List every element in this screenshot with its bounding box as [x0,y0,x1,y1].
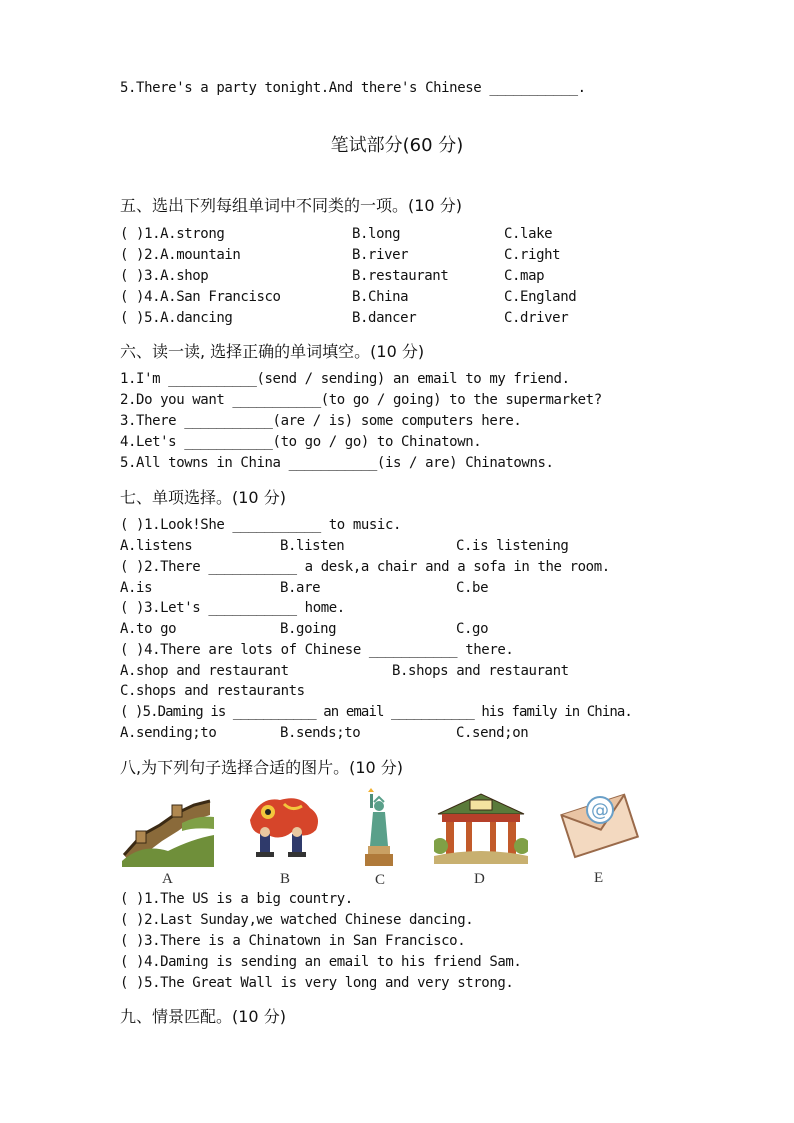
section-6-heading: 六、读一读, 选择正确的单词填空。(10 分) [120,342,425,361]
option-b: B.going [280,621,337,637]
fill-blank-item: 2.Do you want ___________(to go / going) to the supermarket? [120,392,602,408]
option-a: ( )1.A.strong [120,226,225,242]
mc-options [120,725,680,745]
option-c: C.England [504,289,577,305]
picture-label-b: B [280,871,291,887]
option-c: C.lake [504,226,553,242]
option-b: B.listen [280,538,345,554]
question-5-continued: 5.There's a party tonight.And there's Chinese ___________. [120,80,586,96]
option-a: A.sending;to [120,725,217,741]
option-c: C.shops and restaurants [120,683,305,699]
option-b: B.shops and restaurant [392,663,569,679]
option-c: C.driver [504,310,569,326]
fill-blank-item: 4.Let's ___________(to go / go) to Chinatown. [120,434,482,450]
option-a: A.to go [120,621,177,637]
mc-question: ( )4.There are lots of Chinese ___________ there. [120,642,514,658]
option-b: B.are [280,580,321,596]
great-wall-icon [122,795,214,867]
option-a: ( )4.A.San Francisco [120,289,281,305]
picture-label-a: A [162,871,173,887]
picture-label-e: E [594,870,604,886]
statue-of-liberty-icon [362,788,396,868]
section-7-heading: 七、单项选择。(10 分) [120,488,286,507]
option-c: C.go [456,621,489,637]
section-5-row [120,310,680,330]
mc-options [120,538,680,558]
option-a: A.shop and restaurant [120,663,289,679]
chinatown-gate-icon [434,790,528,864]
picture-match-item: ( )4.Daming is sending an email to his friend Sam. [120,954,522,970]
mc-options [120,663,680,683]
section-5-row [120,226,680,246]
picture-label-c: C [375,872,386,888]
option-b: B.river [352,247,409,263]
section-9-heading: 九、情景匹配。(10 分) [120,1007,286,1026]
option-a: A.is [120,580,153,596]
option-b: B.dancer [352,310,417,326]
section-8-heading: 八,为下列句子选择合适的图片。(10 分) [120,758,404,777]
mc-question: ( )5.Daming is ___________ an email ___________ his family in China. [120,704,632,720]
svg-text:@: @ [591,800,609,821]
picture-label-d: D [474,871,485,887]
option-b: B.sends;to [280,725,361,741]
fill-blank-item: 1.I'm ___________(send / sending) an email to my friend. [120,371,570,387]
option-c: C.right [504,247,561,263]
option-a: ( )3.A.shop [120,268,209,284]
section-5-row [120,289,680,309]
mc-question: ( )3.Let's ___________ home. [120,600,345,616]
option-a: ( )5.A.dancing [120,310,233,326]
mc-question: ( )1.Look!She ___________ to music. [120,517,402,533]
option-b: B.China [352,289,409,305]
picture-match-item: ( )1.The US is a big country. [120,891,353,907]
option-c: C.is listening [456,538,569,554]
section-title: 笔试部分(60 分) [330,135,464,156]
option-a: ( )2.A.mountain [120,247,241,263]
mc-options [120,621,680,641]
section-5-row [120,247,680,267]
option-c: C.be [456,580,489,596]
mc-question: ( )2.There ___________ a desk,a chair and a sofa in the room. [120,559,610,575]
option-c: C.send;on [456,725,529,741]
fill-blank-item: 3.There ___________(are / is) some computers here. [120,413,522,429]
option-c: C.map [504,268,545,284]
dragon-dance-icon [240,790,328,860]
section-5-heading: 五、选出下列每组单词中不同类的一项。(10 分) [120,196,462,215]
picture-match-item: ( )2.Last Sunday,we watched Chinese dancing. [120,912,474,928]
option-b: B.long [352,226,401,242]
mc-options [120,580,680,600]
email-envelope-icon [558,788,640,860]
section-5-row [120,268,680,288]
option-a: A.listens [120,538,193,554]
picture-match-item: ( )3.There is a Chinatown in San Francisco. [120,933,466,949]
fill-blank-item: 5.All towns in China ___________(is / are) Chinatowns. [120,455,554,471]
option-b: B.restaurant [352,268,449,284]
picture-match-item: ( )5.The Great Wall is very long and very strong. [120,975,514,991]
